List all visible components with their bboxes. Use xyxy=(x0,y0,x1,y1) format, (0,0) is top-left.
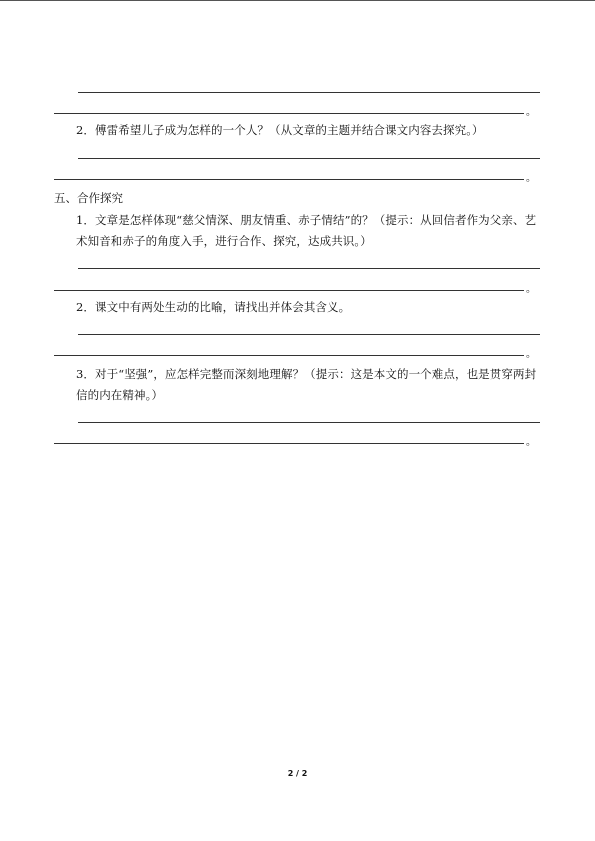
section5-question-2 xyxy=(54,297,544,318)
answer-line[interactable] xyxy=(78,268,540,269)
answer-line[interactable] xyxy=(54,179,524,180)
answer-line[interactable] xyxy=(78,158,540,159)
answer-end-mark: 。 xyxy=(526,107,536,118)
section5-question-1 xyxy=(54,210,544,252)
answer-line[interactable] xyxy=(54,443,524,444)
question-text: 1．文章是怎样体现“慈父情深、朋友情重、赤子情结”的？（提示：从回信者作为父亲、艺术知音和赤子的角度入手，进行合作、探究，达成共识。） xyxy=(76,213,537,248)
answer-line[interactable] xyxy=(78,334,540,335)
question-prev-2 xyxy=(54,120,544,141)
section-title: 五、合作探究 xyxy=(54,191,123,205)
answer-line[interactable] xyxy=(54,290,524,291)
answer-line[interactable] xyxy=(54,113,524,114)
page-number: 2 / 2 xyxy=(287,769,308,778)
answer-end-mark: 。 xyxy=(526,173,536,184)
answer-end-mark: 。 xyxy=(526,349,536,360)
answer-end-mark: 。 xyxy=(526,284,536,295)
answer-line[interactable] xyxy=(78,92,540,93)
section5-question-3 xyxy=(54,364,544,406)
answer-line[interactable] xyxy=(78,422,540,423)
question-text: 2．课文中有两处生动的比喻，请找出并体会其含义。 xyxy=(76,300,351,314)
question-text: 3．对于“坚强”，应怎样完整而深刻地理解？（提示：这是本文的一个难点，也是贯穿两封信的内在精神。） xyxy=(76,367,537,402)
question-text: 2．傅雷希望儿子成为怎样的一个人？（从文章的主题并结合课文内容去探究。） xyxy=(76,123,484,137)
answer-end-mark: 。 xyxy=(526,437,536,448)
answer-line[interactable] xyxy=(54,355,524,356)
